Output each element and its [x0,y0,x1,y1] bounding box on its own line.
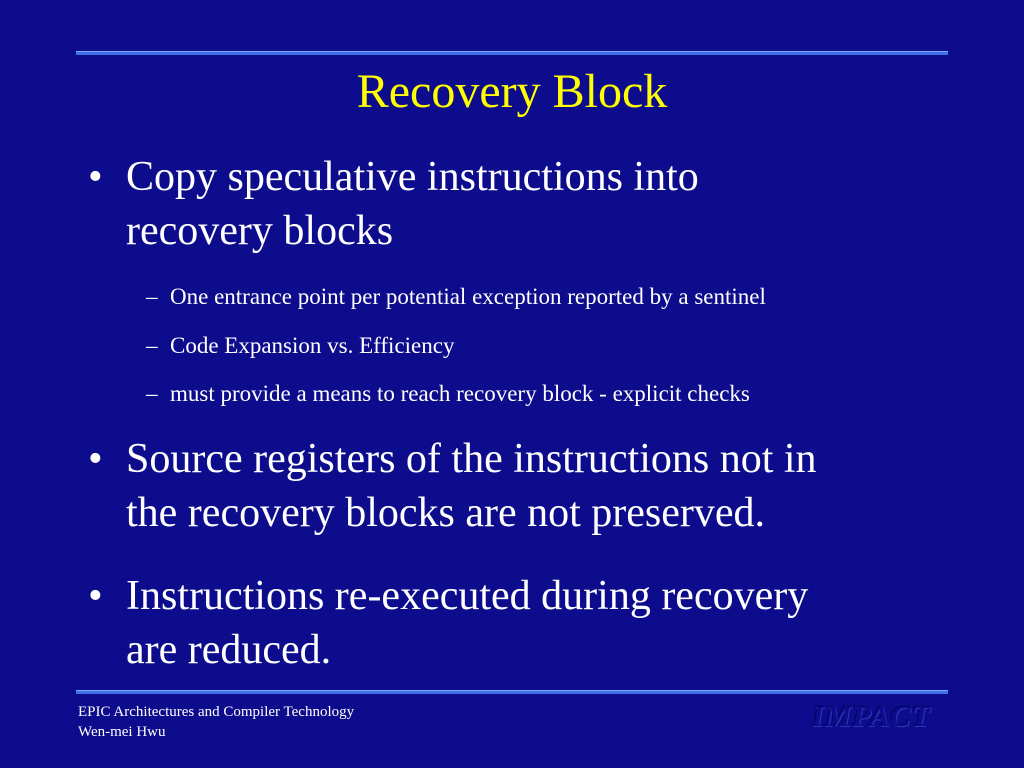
subbullet-2-text: Code Expansion vs. Efficiency [170,333,455,358]
bottom-rule [76,690,948,694]
subbullet-marker: – [146,284,158,309]
bullet-1-line-2: recovery blocks [126,208,394,254]
slide-title: Recovery Block [356,65,668,118]
bullet-3-line-1: Instructions re-executed during recovery [126,573,809,619]
bullet-marker: • [88,573,103,619]
bullet-2-line-1: Source registers of the instructions not in [126,436,817,482]
bullet-marker: • [88,436,103,482]
subbullet-3-text: must provide a means to reach recovery block - explicit checks [170,381,750,406]
bullet-2-text [126,432,986,540]
top-rule [76,51,948,55]
bullet-1-line-1: Copy speculative instructions into [126,154,699,200]
bullet-1-text [126,150,986,258]
footer-course: EPIC Architectures and Compiler Technology [78,704,355,720]
bullet-marker: • [88,154,103,200]
subbullet-marker: – [146,381,158,406]
footer-author: Wen-mei Hwu [78,724,166,740]
bullet-3-text [126,569,986,677]
bullet-3-line-2: are reduced. [126,627,332,673]
subbullet-1-text: One entrance point per potential exception reported by a sentinel [170,284,766,309]
footer [78,702,354,742]
bullet-2-line-2: the recovery blocks are not preserved. [126,490,766,536]
subbullet-marker: – [146,333,158,358]
impact-logo: IMPACT [812,700,931,733]
